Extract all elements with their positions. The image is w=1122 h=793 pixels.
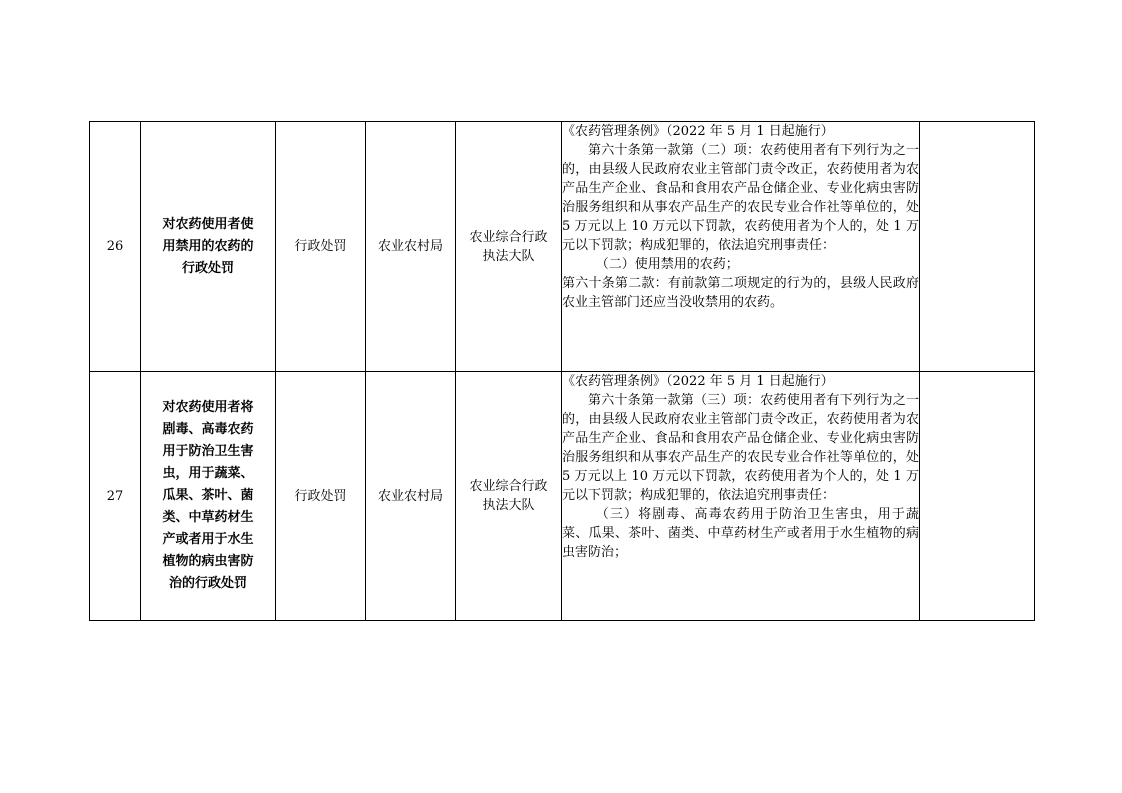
executing-agency-text: 农业综合行政执法大队 bbox=[469, 479, 548, 513]
responsible-department bbox=[366, 122, 456, 372]
item-name bbox=[141, 372, 276, 621]
item-category-text: 行政处罚 bbox=[294, 488, 347, 504]
table-row bbox=[90, 372, 1035, 621]
basis-clause: 第六十条第一款第（三）项：农药使用者有下列行为之一的，由县级人民政府农业主管部门责令改正，农药使用者为农产品生产企业、食品和食用农产品仓储企业、专业化病虫害防治服务组织和从事农产品生产的农民专业合作社等单位的，处 5 万元以上 10 万元以下罚款，农药使用者为个人的，处 1 万元以下罚款；构成犯罪的，依法追究刑事责任： bbox=[562, 393, 919, 503]
remarks-cell bbox=[920, 122, 1035, 372]
legal-basis bbox=[562, 372, 920, 621]
responsible-department bbox=[366, 372, 456, 621]
legal-basis bbox=[562, 122, 920, 372]
row-number: 26 bbox=[90, 122, 141, 372]
remarks-cell bbox=[920, 372, 1035, 621]
basis-title: 《农药管理条例》（2022 年 5 月 1 日起施行） bbox=[562, 374, 834, 389]
item-name-text: 对农药使用者将剧毒、高毒农药用于防治卫生害虫，用于蔬菜、瓜果、茶叶、菌类、中草药材生产或者用于水生植物的病虫害防治的行政处罚 bbox=[162, 400, 254, 591]
executing-agency bbox=[456, 122, 562, 372]
basis-sub-item: （二）使用禁用的农药； bbox=[595, 257, 739, 272]
basis-extra: 第六十条第二款：有前款第二项规定的行为的，县级人民政府农业主管部门还应当没收禁用的农药。 bbox=[562, 276, 919, 310]
basis-title: 《农药管理条例》（2022 年 5 月 1 日起施行） bbox=[562, 124, 834, 139]
responsible-department-text: 农业农村局 bbox=[377, 488, 443, 504]
executing-agency bbox=[456, 372, 562, 621]
executing-agency-text: 农业综合行政执法大队 bbox=[469, 229, 548, 264]
penalty-table bbox=[89, 121, 1035, 621]
item-category bbox=[276, 122, 366, 372]
basis-sub-item: （三）将剧毒、高毒农药用于防治卫生害虫，用于蔬菜、瓜果、茶叶、菌类、中草药材生产或者用于水生植物的病虫害防治； bbox=[562, 507, 919, 560]
item-category bbox=[276, 372, 366, 621]
item-name-text: 对农药使用者使用禁用的农药的行政处罚 bbox=[162, 216, 254, 276]
item-category-text: 行政处罚 bbox=[294, 239, 347, 254]
item-name bbox=[141, 122, 276, 372]
responsible-department-text: 农业农村局 bbox=[377, 239, 443, 254]
row-number: 27 bbox=[90, 372, 141, 621]
basis-clause: 第六十条第一款第（二）项：农药使用者有下列行为之一的，由县级人民政府农业主管部门责令改正，农药使用者为农产品生产企业、食品和食用农产品仓储企业、专业化病虫害防治服务组织和从事农产品生产的农民专业合作社等单位的，处 5 万元以上 10 万元以下罚款，农药使用者为个人的，处 1 万元以下罚款；构成犯罪的，依法追究刑事责任： bbox=[562, 143, 919, 253]
table-row bbox=[90, 122, 1035, 372]
